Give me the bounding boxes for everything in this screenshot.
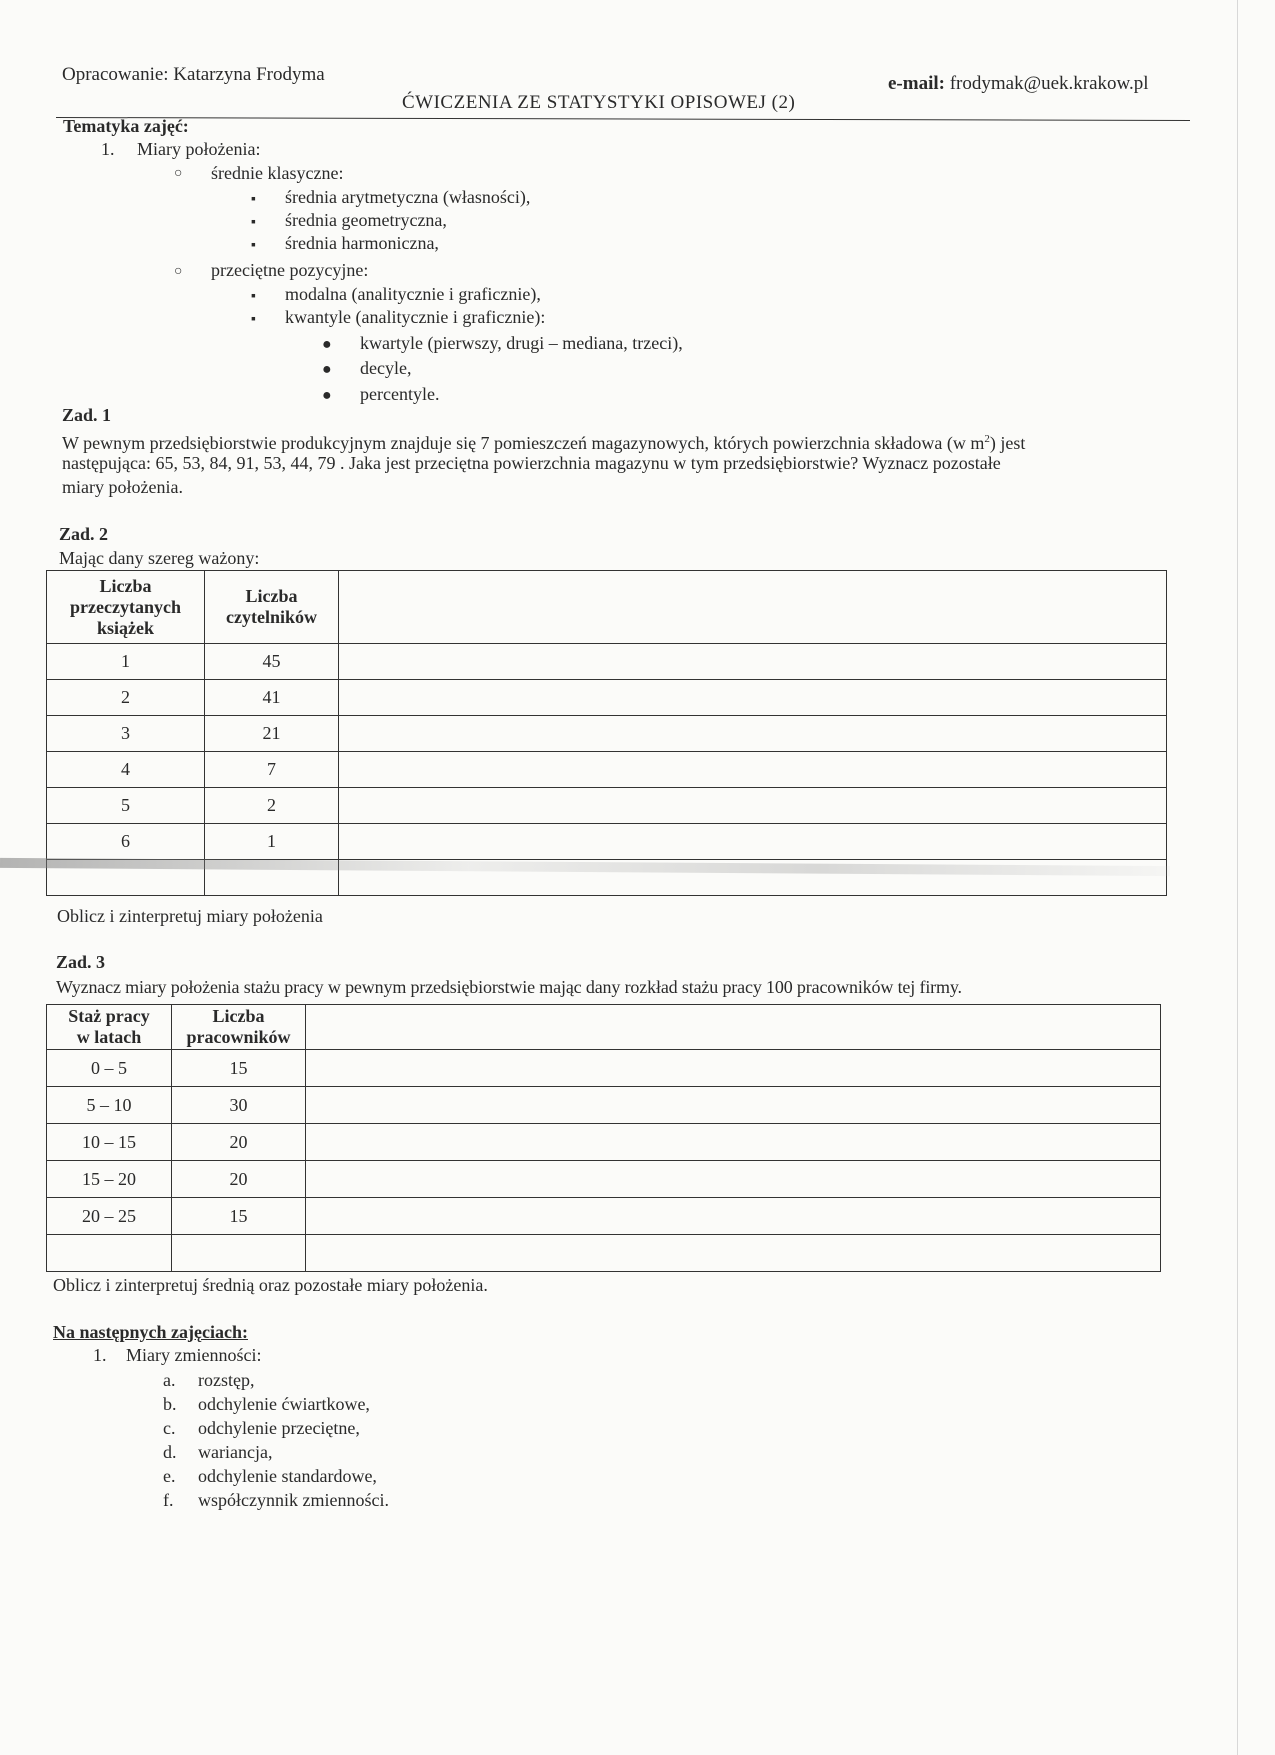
email-value: frodymak@uek.krakow.pl: [949, 73, 1149, 94]
blank-answer-cell: [339, 824, 1167, 860]
topic-sub3-item: kwartyle (pierwszy, drugi – mediana, trzeci),: [360, 333, 683, 353]
blank-answer-cell: [306, 1050, 1161, 1087]
table-row-empty: [47, 1235, 1161, 1272]
topic-sub3-item: decyle,: [360, 358, 412, 378]
blank-answer-cell: [306, 1161, 1161, 1198]
blank-answer-cell: [306, 1124, 1161, 1161]
next-sub-item: wariancja,: [198, 1442, 273, 1462]
square-bullet-icon: ▪: [251, 238, 256, 253]
table-row: [47, 824, 1167, 860]
header-divider: [56, 117, 1190, 121]
next-sub-item: odchylenie przeciętne,: [198, 1418, 360, 1438]
topic-number: 1.: [101, 139, 115, 159]
table-cell: 0 – 5: [47, 1050, 172, 1087]
blank-answer-cell: [306, 1235, 1161, 1272]
table-header-row: [47, 571, 1167, 644]
table-row: [47, 788, 1167, 824]
square-bullet-icon: ▪: [251, 192, 256, 207]
task2-table: [46, 570, 1167, 896]
table-cell: 10 – 15: [47, 1124, 172, 1161]
header-text: czytelników: [226, 607, 317, 627]
next-sub-item: rozstęp,: [198, 1370, 255, 1390]
task2-heading: Zad. 2: [59, 524, 109, 544]
table-row: [47, 680, 1167, 716]
dot-bullet-icon: ●: [322, 361, 332, 378]
topic-sub2-item: modalna (analitycznie i graficznie),: [285, 284, 541, 304]
table-header-cell: [172, 1005, 306, 1050]
table-cell: [172, 1235, 306, 1272]
table-cell: 15: [172, 1198, 306, 1235]
list-letter: c.: [163, 1418, 176, 1438]
task3-footer: Oblicz i zinterpretuj średnią oraz pozostałe miary położenia.: [53, 1275, 488, 1295]
blank-answer-cell: [339, 571, 1167, 644]
task1-heading: Zad. 1: [62, 405, 112, 425]
table-cell: 1: [47, 644, 205, 680]
list-letter: d.: [163, 1442, 177, 1462]
next-item-1: Miary zmienności:: [126, 1345, 262, 1365]
list-letter: b.: [163, 1394, 177, 1414]
blank-answer-cell: [306, 1198, 1161, 1235]
table-cell: 20: [172, 1124, 306, 1161]
topic-sub-2: przeciętne pozycyjne:: [211, 260, 369, 280]
table-cell: 2: [205, 788, 339, 824]
table-cell: 5 – 10: [47, 1087, 172, 1124]
table-cell: 3: [47, 716, 205, 752]
table-row: [47, 644, 1167, 680]
table-cell: 7: [205, 752, 339, 788]
header-text: przeczytanych: [70, 596, 181, 617]
page-title: ĆWICZENIA ZE STATYSTYKI OPISOWEJ (2): [402, 92, 796, 113]
topic-sub1-item: średnia arytmetyczna (własności),: [285, 187, 531, 207]
next-sub-item: odchylenie standardowe,: [198, 1466, 377, 1486]
table-cell: 15 – 20: [47, 1161, 172, 1198]
email-line: [888, 73, 1149, 95]
table-row: [47, 1124, 1161, 1161]
topic-sub1-item: średnia harmoniczna,: [285, 233, 439, 253]
blank-answer-cell: [339, 752, 1167, 788]
table-cell: 20 – 25: [47, 1198, 172, 1235]
page-edge: [1237, 0, 1238, 1755]
header-text: książek: [96, 617, 154, 638]
unit-superscript: 2: [984, 433, 990, 445]
task3-heading: Zad. 3: [56, 952, 106, 972]
table-row: [47, 1198, 1161, 1235]
table-cell: 4: [47, 752, 205, 788]
next-sub-item: odchylenie ćwiartkowe,: [198, 1394, 370, 1414]
task1-text-line: [62, 428, 1025, 454]
header-text: Liczba: [212, 1006, 265, 1026]
blank-answer-cell: [339, 680, 1167, 716]
dot-bullet-icon: ●: [322, 336, 332, 353]
task1-text-line: następująca: 65, 53, 84, 91, 53, 44, 79 . Jaka jest przeciętna powierzchnia magazynu w tym przedsiębiorstwie? Wyznacz pozostałe: [62, 453, 1001, 473]
table-header-cell: [47, 1005, 172, 1050]
blank-answer-cell: [339, 788, 1167, 824]
blank-answer-cell: [339, 644, 1167, 680]
table-cell: 20: [172, 1161, 306, 1198]
table-cell: 15: [172, 1050, 306, 1087]
list-letter: e.: [163, 1466, 176, 1486]
table-cell: 41: [205, 680, 339, 716]
square-bullet-icon: ▪: [251, 289, 256, 304]
table-cell: 30: [172, 1087, 306, 1124]
list-letter: f.: [163, 1490, 174, 1510]
circle-bullet-icon: ○: [174, 264, 183, 279]
task2-intro: Mając dany szereg ważony:: [59, 548, 260, 568]
table-row: [47, 1161, 1161, 1198]
next-sub-item: współczynnik zmienności.: [198, 1490, 389, 1510]
task1-line1: W pewnym przedsiębiorstwie produkcyjnym znajduje się 7 pomieszczeń magazynowych, których powierzchnia składowa (w m: [62, 433, 985, 453]
topic-sub2-item: kwantyle (analitycznie i graficznie):: [285, 307, 546, 327]
table-cell: 45: [205, 644, 339, 680]
square-bullet-icon: ▪: [251, 312, 256, 327]
email-label: e-mail:: [888, 73, 945, 94]
topic-sub-1: średnie klasyczne:: [211, 163, 344, 183]
header-text: Staż pracy: [68, 1006, 150, 1026]
next-number: 1.: [93, 1345, 107, 1365]
header-text: Liczba: [245, 586, 298, 606]
header-text: pracowników: [186, 1027, 291, 1047]
list-letter: a.: [163, 1370, 176, 1390]
topic-sub3-item: percentyle.: [360, 384, 440, 404]
table-cell: 1: [205, 824, 339, 860]
table-row: [47, 1050, 1161, 1087]
task2-footer: Oblicz i zinterpretuj miary położenia: [57, 906, 323, 926]
table-cell: 6: [47, 824, 205, 860]
topic-item-1: Miary położenia:: [137, 139, 261, 159]
table-cell: [47, 1235, 172, 1272]
task3-table: [46, 1004, 1161, 1272]
table-row: [47, 716, 1167, 752]
author-line: Opracowanie: Katarzyna Frodyma: [62, 64, 325, 85]
table-header-cell: [47, 571, 205, 644]
blank-answer-cell: [306, 1005, 1161, 1050]
topics-heading: Tematyka zajęć:: [63, 116, 189, 136]
blank-answer-cell: [339, 716, 1167, 752]
table-cell: 21: [205, 716, 339, 752]
table-header-row: [47, 1005, 1161, 1050]
table-row: [47, 752, 1167, 788]
table-cell: 5: [47, 788, 205, 824]
header-text: w latach: [76, 1027, 142, 1047]
next-heading: Na następnych zajęciach:: [53, 1322, 248, 1342]
dot-bullet-icon: ●: [322, 387, 332, 404]
blank-answer-cell: [306, 1087, 1161, 1124]
task1-text-line: miary położenia.: [62, 477, 183, 497]
task1-line1-end: ) jest: [989, 433, 1026, 453]
circle-bullet-icon: ○: [174, 166, 183, 181]
table-cell: 2: [47, 680, 205, 716]
square-bullet-icon: ▪: [251, 215, 256, 230]
header-text: Liczba: [99, 575, 152, 596]
table-row: [47, 1087, 1161, 1124]
table-header-cell: [205, 571, 339, 644]
topic-sub1-item: średnia geometryczna,: [285, 210, 447, 230]
task3-intro: Wyznacz miary położenia stażu pracy w pewnym przedsiębiorstwie mając dany rozkład stażu pracy 100 pracowników tej firmy.: [56, 977, 962, 997]
